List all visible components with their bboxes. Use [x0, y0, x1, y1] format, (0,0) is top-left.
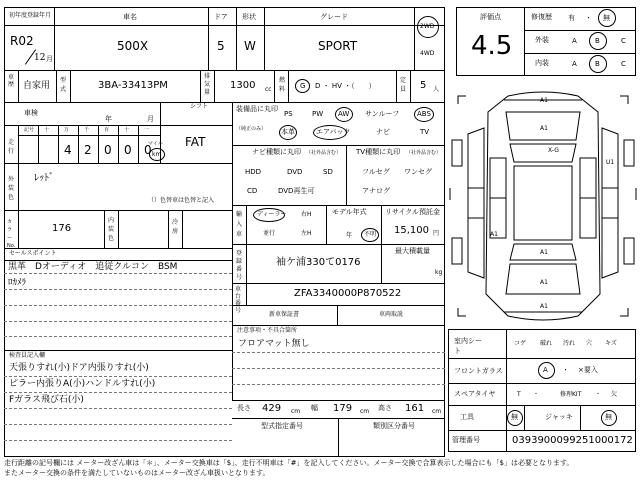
- repair-label: 修復歴: [531, 13, 552, 21]
- doors-value: 5: [217, 39, 225, 53]
- category-label: 類別区分番号: [373, 422, 415, 430]
- recycle-value: 15,100: [394, 225, 429, 236]
- sheet-hole: 穴: [586, 340, 593, 347]
- diagram-mark-left-rear: A1: [490, 231, 498, 238]
- month-unit: 月: [46, 55, 53, 63]
- diagram-mark-hood: A1: [540, 125, 548, 132]
- control-number-value: 0393900099251000172: [512, 435, 633, 446]
- interior-label: 内装: [535, 59, 549, 67]
- color-note: （）色替車は色替と記入: [148, 197, 215, 204]
- interior-grade-c: C: [621, 60, 626, 68]
- spare-tire-sep1: ・: [533, 391, 540, 398]
- shift-label: シフト: [190, 103, 209, 110]
- mileage-column-label: 万: [64, 127, 70, 133]
- car-name-label: 車名: [123, 13, 137, 21]
- equip-abs: ABS: [417, 110, 431, 118]
- spare-tire-label: スペアタイヤ: [454, 390, 496, 398]
- height-unit: cm: [432, 408, 442, 415]
- sheet-burn: コゲ: [514, 340, 527, 347]
- footer-note-line-1: 走行距離の記号欄には メーター改ざん車は「＊」、メーター交換車は「$」、走行不明車は「#」を記入してください。メーター交換で合算表示した場合にも「$」は必要となります。: [4, 459, 574, 467]
- inspection-year-unit: 年: [105, 115, 112, 123]
- body-value: W: [244, 39, 256, 53]
- repair-no: 無: [603, 14, 610, 22]
- control-number-label: 管理番号: [452, 436, 480, 444]
- chassis-value: ZFA3340000P870522: [294, 288, 402, 299]
- mileage-digit: 2: [84, 143, 92, 157]
- mileage-digit: 0: [144, 143, 152, 157]
- car-damage-diagram: [448, 88, 638, 324]
- interior-sheet-label: 室内シート: [454, 337, 482, 355]
- diagram-mark-rear-window: A1: [540, 249, 548, 256]
- import-parallel: 並行: [263, 230, 276, 237]
- diagram-mark-trunk: A1: [540, 279, 548, 286]
- fuel-label: 燃料: [279, 77, 286, 93]
- inspector-line-2: ピラー内張りA(小)ハンドルすれ(小): [9, 379, 156, 389]
- displacement-label: 排気量: [204, 73, 211, 96]
- doors-label: ドア: [214, 13, 228, 21]
- type-cert-label: 型式指定番号: [261, 422, 303, 430]
- class-value: 自家用: [23, 81, 51, 91]
- navi-sd: SD: [323, 168, 333, 176]
- diagram-mark-windshield: X-G: [548, 147, 559, 154]
- inspector-label: 検査員記入欄: [9, 352, 46, 359]
- drive-4wd: 4WD: [420, 50, 435, 57]
- fuel-rest: D ・ HV ・（ ）: [315, 82, 376, 90]
- length-label: 長さ: [237, 404, 251, 412]
- mileage-label: 走行: [8, 139, 15, 155]
- front-glass-sep: ・: [562, 366, 569, 374]
- displacement-unit: cc: [265, 86, 272, 93]
- displacement-value: 1300: [230, 80, 256, 91]
- width-label: 幅: [311, 404, 318, 412]
- model-year-unit: 年: [346, 232, 353, 239]
- length-value: 429: [262, 403, 282, 414]
- max-load-unit: kg: [435, 269, 443, 276]
- shift-value: FAT: [185, 135, 206, 149]
- km-label: km: [152, 151, 162, 158]
- length-unit: cm: [291, 408, 301, 415]
- equip-aw: AW: [338, 110, 350, 118]
- tv-type-label: TV種類に丸印: [356, 148, 401, 156]
- tv-type-sub: （社外品含む）: [406, 150, 442, 156]
- max-load-label: 最大積載量: [395, 247, 430, 255]
- mileage-column-label: 百: [104, 127, 110, 133]
- car-name: 500X: [117, 39, 149, 53]
- jack-value: 無: [605, 413, 612, 421]
- grade-value: SPORT: [318, 39, 358, 53]
- exterior-grade-a: A: [572, 37, 577, 45]
- diagram-mark-front: A1: [540, 97, 548, 104]
- height-value: 161: [405, 403, 425, 414]
- recycle-label: リサイクル預託金: [385, 208, 441, 216]
- fuel-g: G: [300, 82, 306, 90]
- equip-pw: PW: [312, 110, 324, 118]
- drive-2wd: 2WD: [420, 23, 435, 30]
- equip-tv: TV: [420, 128, 430, 136]
- navi-dvd-play: DVD再生可: [278, 187, 315, 195]
- equip-leather: 本革: [281, 128, 295, 136]
- exterior-grade-b: B: [595, 37, 600, 45]
- inspection-label: 車検: [24, 109, 38, 117]
- vehicle-manual: 車両取説: [379, 311, 404, 318]
- sales-point-line-2: ﾛｶﾒﾗ: [8, 278, 27, 288]
- model-label: 型式: [60, 77, 67, 93]
- spare-tire-kit: 修理KIT: [560, 391, 582, 398]
- mileage-column-label: 十: [44, 127, 50, 133]
- import-left-hand: 左H: [301, 230, 312, 237]
- capacity-label: 定員: [400, 77, 407, 93]
- tv-oneseg: ワンセグ: [404, 168, 432, 176]
- score-value: 4.5: [471, 31, 513, 61]
- import-right-hand: 右H: [301, 211, 312, 218]
- exterior-grade-c: C: [621, 37, 626, 45]
- registration-label: 登録番号: [236, 250, 243, 281]
- import-label: 輸入車: [236, 211, 243, 238]
- repair-yes: 有: [568, 14, 575, 22]
- mileage-column-label: 十: [124, 127, 130, 133]
- chassis-label: 車台番号: [235, 286, 242, 314]
- capacity-value: 5: [420, 80, 427, 91]
- mileage-column-label: 千: [84, 127, 90, 133]
- notes-label: 注意事項・不具合箇所: [237, 327, 298, 334]
- interior-grade-b: B: [595, 60, 600, 68]
- model-year-label: モデル年式: [332, 208, 367, 216]
- new-car-warranty: 新車保証書: [269, 311, 300, 318]
- navi-cd: CD: [247, 187, 258, 195]
- navi-hdd: HDD: [245, 168, 262, 176]
- tools-value: 無: [511, 413, 518, 421]
- first-registration-label: 初年度登録年月: [9, 12, 52, 19]
- tv-fullseg: フルセグ: [362, 168, 390, 176]
- import-dealer: ディーラー: [257, 211, 287, 218]
- color-value: ﾚｯﾄﾞ: [34, 173, 54, 184]
- capacity-unit: 人: [433, 86, 440, 93]
- equipment-sub-label: （純正のみ）: [236, 126, 267, 132]
- first-registration-era: R02: [10, 34, 34, 48]
- front-glass-a: A: [543, 366, 548, 374]
- interior-color-label: 内装色: [108, 217, 115, 242]
- mile-label: マイル: [148, 141, 163, 147]
- mileage-digit: 0: [104, 143, 112, 157]
- diagram-mark-rear: A1: [540, 303, 548, 310]
- exterior-label: 外装: [535, 36, 549, 44]
- spare-tire-sep2: ・: [595, 391, 602, 398]
- mileage-column-label: 一: [144, 127, 150, 133]
- sales-point-line-1: 黒革 Dオーディオ 追従クルコン BSM: [8, 262, 178, 272]
- sheet-stain: 汚れ: [563, 340, 576, 347]
- diagram-mark-right: U1: [606, 159, 615, 166]
- spare-tire-t: T: [517, 391, 521, 398]
- mileage-digit: 4: [64, 143, 72, 157]
- height-label: 高さ: [378, 404, 392, 412]
- recycle-unit: 円: [433, 230, 440, 237]
- spare-tire-missing: 欠: [611, 391, 618, 398]
- model-value: 3BA-33413PM: [98, 80, 168, 91]
- sheet-tear: 破れ: [540, 340, 553, 347]
- registration-value: 袖ケ浦330て0176: [276, 257, 361, 268]
- sheet-scratch: キズ: [605, 340, 617, 347]
- inspector-line-3: Fガラス飛び石(小): [9, 395, 84, 405]
- equip-sunroof: サンルーフ: [365, 110, 400, 118]
- width-unit: cm: [360, 408, 370, 415]
- jack-label: ジャッキ: [545, 413, 573, 421]
- tools-label: 工具: [460, 413, 474, 421]
- navi-type-label: ナビ種類に丸印: [252, 148, 301, 156]
- navi-dvd: DVD: [287, 168, 303, 176]
- front-glass-replace: ×要入: [578, 366, 598, 374]
- equip-airbag: エアバック: [316, 128, 351, 136]
- score-label: 評価点: [480, 13, 501, 21]
- mileage-digit: 0: [124, 143, 132, 157]
- sales-points-label: セールスポイント: [9, 250, 57, 257]
- tv-analog: アナログ: [362, 187, 390, 195]
- color-label: 外装色: [8, 176, 15, 201]
- width-value: 179: [333, 403, 353, 414]
- notes-line-1: フロアマット無し: [238, 339, 310, 349]
- equipment-label: 装備品に丸印: [236, 105, 278, 113]
- front-glass-label: フロントガラス: [454, 367, 503, 375]
- color-no-label: カラーNo.: [7, 219, 16, 249]
- first-registration-month: 12: [34, 53, 46, 63]
- footer-note-line-2: またメーター交換の条件を満たしていないものはメーター改ざん車扱いとなります。: [4, 469, 270, 477]
- body-label: 形状: [242, 13, 256, 21]
- color-no-value: 176: [52, 223, 72, 234]
- model-year-unknown: 不明: [364, 231, 377, 238]
- grade-label: グレード: [320, 13, 348, 21]
- class-label: 車歴: [8, 74, 15, 88]
- ac-label: 冷房: [172, 219, 179, 235]
- interior-grade-a: A: [572, 60, 577, 68]
- equip-navi: ナビ: [376, 128, 390, 136]
- inspection-month-unit: 月: [147, 115, 154, 123]
- mileage-column-label: 記号: [24, 127, 35, 133]
- navi-type-sub: （社外品含む）: [306, 150, 342, 156]
- inspector-line-1: 天張りすれ(小)ドア内張りすれ(小): [9, 363, 149, 373]
- equip-ps: PS: [284, 110, 293, 118]
